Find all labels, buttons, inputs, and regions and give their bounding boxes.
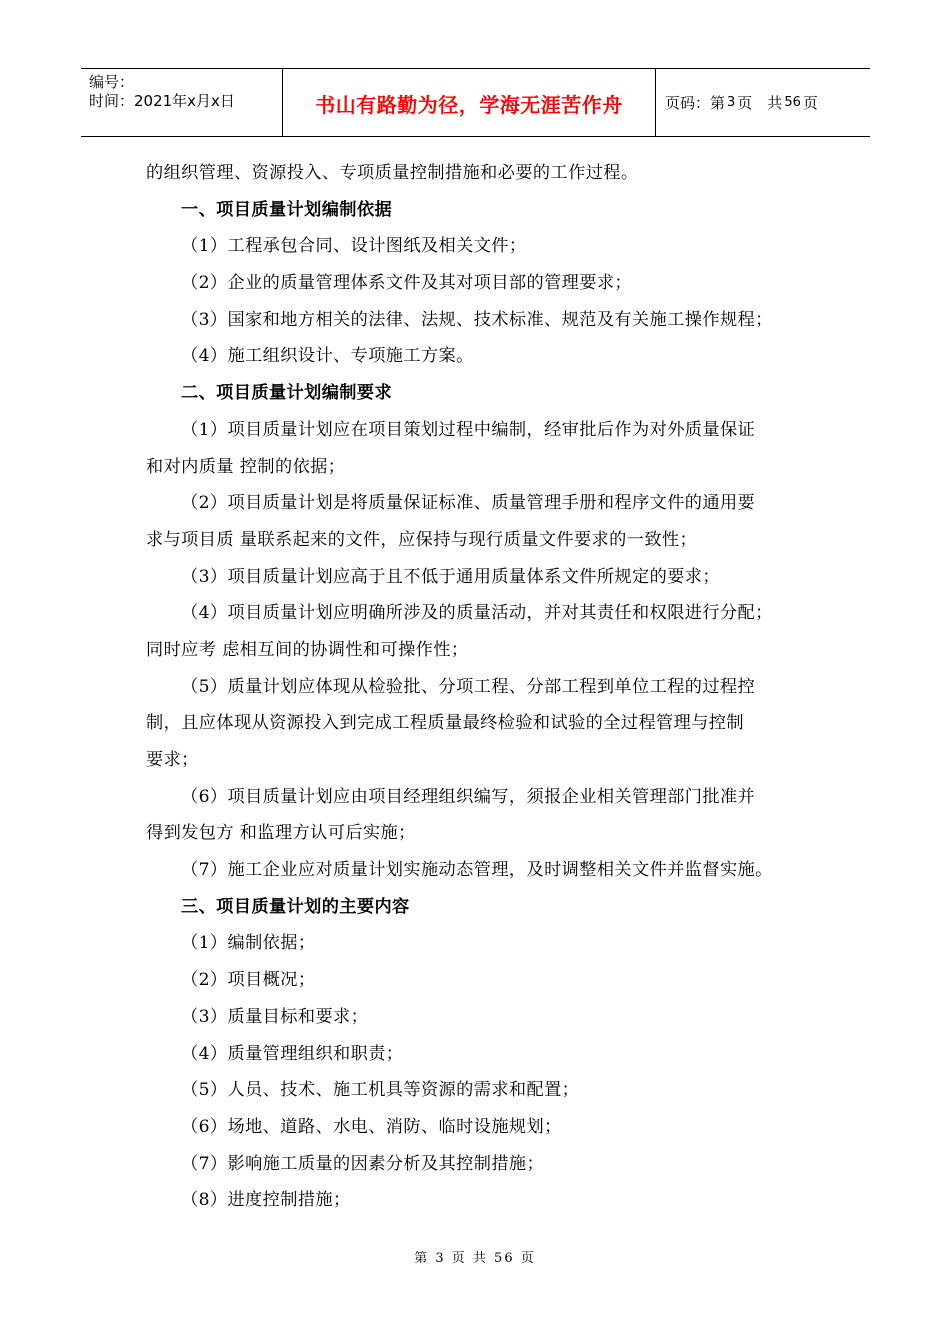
- list-item: （6）项目质量计划应由项目经理组织编写，须报企业相关管理部门批准并: [181, 786, 756, 807]
- page-label-middle: 页 共: [737, 94, 783, 112]
- page-current-number: 3: [727, 95, 736, 110]
- paragraph-line: 和对内质量 控制的依据；: [146, 456, 346, 477]
- list-item: （8）进度控制措施；: [181, 1190, 351, 1211]
- page-header: [81, 68, 870, 137]
- section-heading: 一、项目质量计划编制依据: [181, 199, 393, 220]
- list-item: （3）质量目标和要求；: [181, 1006, 369, 1027]
- list-item: （6）场地、道路、水电、消防、临时设施规划；: [181, 1116, 562, 1137]
- paragraph-line: 的组织管理、资源投入、专项质量控制措施和必要的工作过程。: [146, 163, 639, 183]
- list-item: （1）工程承包合同、设计图纸及相关文件；: [181, 236, 527, 257]
- list-item: （5）人员、技术、施工机具等资源的需求和配置；: [181, 1080, 580, 1101]
- list-item: （7）施工企业应对质量计划实施动态管理，及时调整相关文件并监督实施。: [181, 860, 773, 881]
- document-body: [146, 155, 826, 1219]
- paragraph-line: 同时应考 虑相互间的协调性和可操作性；: [146, 639, 469, 660]
- page-label-suffix: 页: [802, 94, 818, 112]
- list-item: （3）国家和地方相关的法律、法规、技术标准、规范及有关施工操作规程；: [181, 309, 773, 330]
- header-motto: 书山有路勤为径，学海无涯苦作舟: [315, 93, 623, 117]
- page-footer: 第 3 页 共 56 页: [414, 1251, 536, 1266]
- paragraph-line: 求与项目质 量联系起来的文件，应保持与现行质量文件要求的一致性；: [146, 529, 698, 550]
- list-item: （2）项目概况；: [181, 970, 316, 991]
- list-item: （4）项目质量计划应明确所涉及的质量活动，并对其责任和权限进行分配；: [181, 603, 773, 624]
- paragraph-line: 制，且应体现从资源投入到完成工程质量最终检验和试验的全过程管理与控制: [146, 713, 744, 734]
- list-item: （2）企业的质量管理体系文件及其对项目部的管理要求；: [181, 273, 633, 294]
- section-heading: 三、项目质量计划的主要内容: [181, 896, 410, 917]
- list-item: （1）编制依据；: [181, 933, 316, 954]
- list-item: （4）施工组织设计、专项施工方案。: [181, 346, 474, 367]
- list-item: （1）项目质量计划应在项目策划过程中编制，经审批后作为对外质量保证: [181, 419, 756, 440]
- section-heading: 二、项目质量计划编制要求: [181, 383, 393, 404]
- page-label-prefix: 页码：第: [665, 94, 726, 112]
- header-motto-cell: [283, 69, 656, 136]
- list-item: （5）质量计划应体现从检验批、分项工程、分部工程到单位工程的过程控: [181, 676, 756, 697]
- paragraph-line: 得到发包方 和监理方认可后实施；: [146, 823, 416, 844]
- list-item: （3）项目质量计划应高于且不低于通用质量体系文件所规定的要求；: [181, 566, 720, 587]
- list-item: （7）影响施工质量的因素分析及其控制措施；: [181, 1153, 545, 1174]
- paragraph-line: 要求；: [146, 750, 199, 770]
- list-item: （4）质量管理组织和职责；: [181, 1043, 404, 1064]
- document-time-label: 时间：2021年x月x日: [89, 92, 235, 110]
- page-total-number: 56: [784, 95, 801, 110]
- document-number-label: 编号：: [89, 73, 135, 91]
- header-meta-cell: [81, 69, 283, 136]
- list-item: （2）项目质量计划是将质量保证标准、质量管理手册和程序文件的通用要: [181, 493, 756, 514]
- header-page-cell: [656, 69, 870, 136]
